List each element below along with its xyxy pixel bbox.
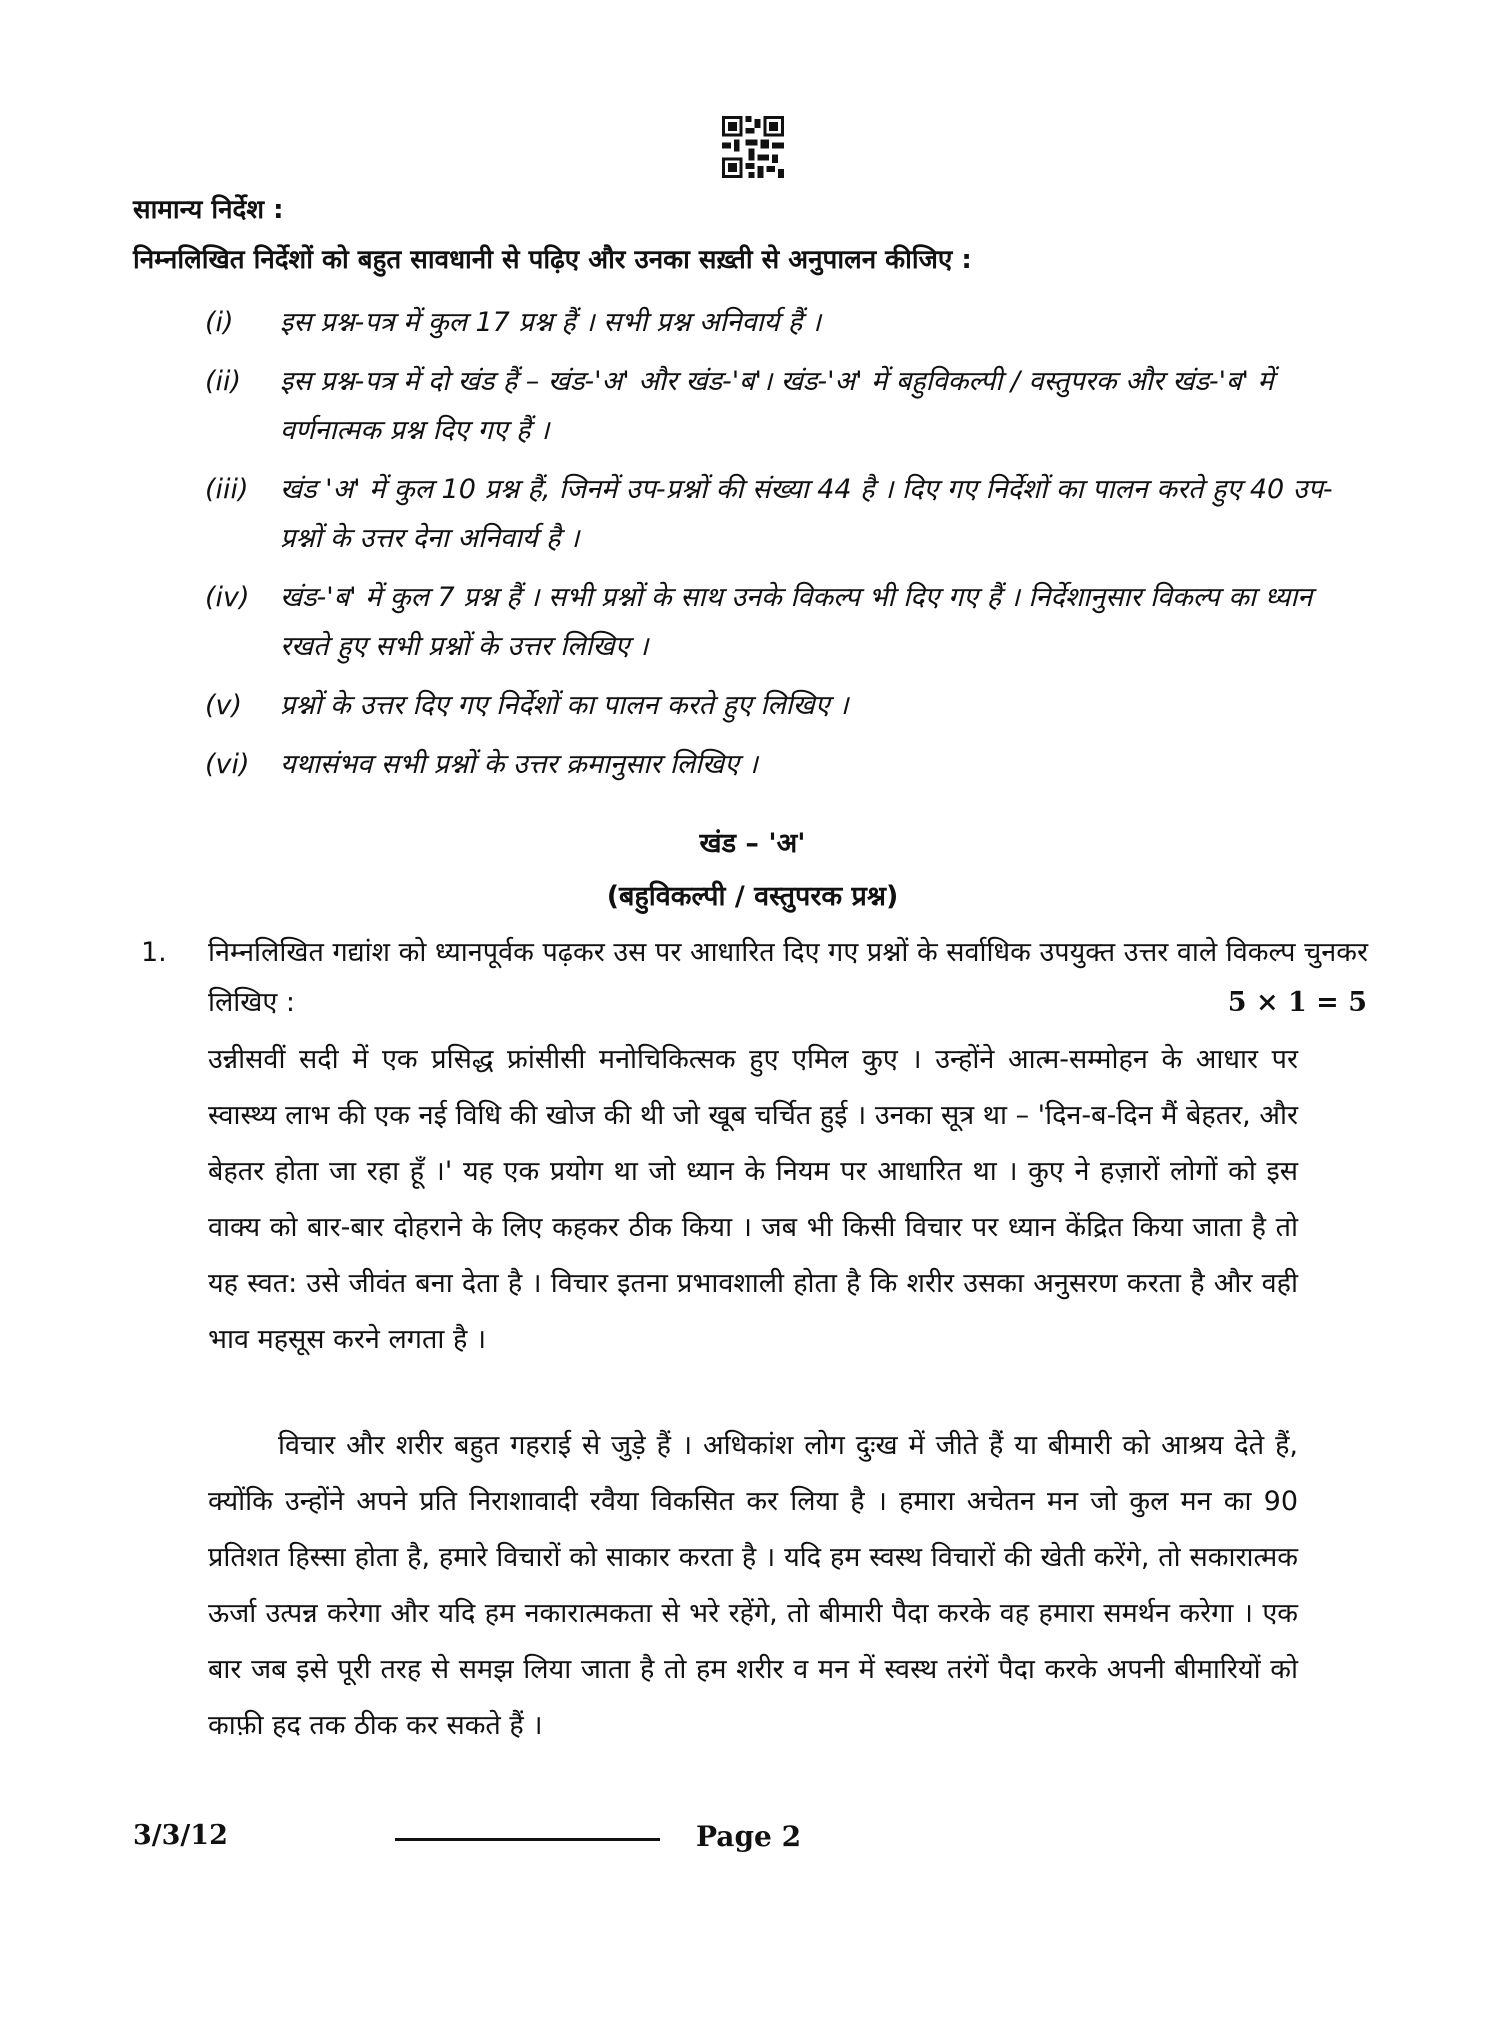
instruction-number: (iii): [205, 474, 249, 505]
section-title: खंड – 'अ': [699, 828, 806, 859]
passage-paragraph-1: उन्नीसवीं सदी में एक प्रसिद्ध फ्रांसीसी मनोचिकित्सक हुए एमिल कुए । उन्होंने आत्म-सम्मोहन के आधार पर स्वास्थ्य लाभ की एक नई विधि की खोज की थी जो खूब चर्चित हुई । उनका सूत्र था – 'दिन-ब-दिन मैं बेहतर, और बेहतर होता जा रहा हूँ ।' यह एक प्रयोग था जो ध्यान के नियम पर आधारित था । कुए ने हज़ारों लोगों को इस वाक्य को बार-बार दोहराने के लिए कहकर ठीक किया । जब भी किसी विचार पर ध्यान केंद्रित किया जाता है तो यह स्वत: उसे जीवंत बना देता है । विचार इतना प्रभावशाली होता है कि शरीर उसका अनुसरण करता है और वही भाव महसूस करने लगता है ।: [208, 1044, 1298, 1355]
page-number: Page 2: [696, 1820, 802, 1853]
instruction-text: खंड 'अ' में कुल 10 प्रश्न हैं, जिनमें उप-प्रश्नों की संख्या 44 है । दिए गए निर्देशों का पालन करते हुए 40 उप-प्रश्नों के उत्तर देना अनिवार्य है ।: [280, 474, 1333, 554]
instruction-text: प्रश्नों के उत्तर दिए गए निर्देशों का पालन करते हुए लिखिए ।: [280, 690, 849, 721]
paper-code: 3/3/12: [133, 1820, 228, 1851]
instruction-number: (iv): [205, 582, 250, 613]
section-subtitle: (बहुविकल्पी / वस्तुपरक प्रश्न): [606, 881, 899, 912]
instruction-item: [205, 573, 1365, 671]
passage-paragraph-2: विचार और शरीर बहुत गहराई से जुड़े हैं । अधिकांश लोग दुःख में जीते हैं या बीमारी को आश्रय देते हैं, क्योंकि उन्होंने अपने प्रति निराशावादी रवैया विकसित कर लिया है । हमारा अचेतन मन जो कुल मन का 90 प्रतिशत हिस्सा होता है, हमारे विचारों को साकार करता है । यदि हम स्वस्थ विचारों की खेती करेंगे, तो सकारात्मक ऊर्जा उत्पन्न करेगा और यदि हम नकारात्मकता से भरे रहेंगे, तो बीमारी पैदा करके वह हमारा समर्थन करेगा । एक बार जब इसे पूरी तरह से समझ लिया जाता है तो हम शरीर व मन में स्वस्थ तरंगें पैदा करके अपनी बीमारियों को काफ़ी हद तक ठीक कर सकते हैं ।: [208, 1430, 1298, 1741]
instruction-text: यथासंभव सभी प्रश्नों के उत्तर क्रमानुसार लिखिए ।: [280, 749, 758, 780]
instructions-list: [205, 298, 1365, 799]
footer-divider: [395, 1838, 660, 1841]
question-marks: 5 × 1 = 5: [1227, 987, 1367, 1018]
instructions-title: सामान्य निर्देश :: [133, 195, 284, 225]
instruction-number: (v): [205, 690, 243, 721]
qr-code-icon: [722, 116, 784, 178]
instruction-text: इस प्रश्न-पत्र में दो खंड हैं – खंड-'अ' और खंड-'ब'। खंड-'अ' में बहुविकल्पी / वस्तुपरक और खंड-'ब' में वर्णनात्मक प्रश्न दिए गए हैं ।: [280, 366, 1274, 446]
instruction-text: इस प्रश्न-पत्र में कुल 17 प्रश्न हैं । सभी प्रश्न अनिवार्य हैं ।: [280, 307, 822, 338]
instruction-text: खंड-'ब' में कुल 7 प्रश्न हैं । सभी प्रश्नों के साथ उनके विकल्प भी दिए गए हैं । निर्देशानुसार विकल्प का ध्यान रखते हुए सभी प्रश्नों के उत्तर लिखिए ।: [280, 582, 1313, 662]
question-number: 1.: [141, 937, 167, 968]
instruction-item: [205, 740, 1365, 789]
instruction-item: [205, 681, 1365, 730]
instruction-number: (i): [205, 307, 234, 338]
instruction-item: [205, 465, 1365, 563]
instruction-number: (vi): [205, 749, 250, 780]
instruction-number: (ii): [205, 366, 242, 397]
instruction-item: [205, 357, 1365, 455]
question-text: निम्नलिखित गद्यांश को ध्यानपूर्वक पढ़कर उस पर आधारित दिए गए प्रश्नों के सर्वाधिक उपयुक्त उत्तर वाले विकल्प चुनकर लिखिए :: [208, 937, 1368, 1018]
instruction-item: [205, 298, 1365, 347]
instructions-subtitle: निम्नलिखित निर्देशों को बहुत सावधानी से पढ़िए और उनका सख़्ती से अनुपालन कीजिए :: [133, 245, 972, 275]
